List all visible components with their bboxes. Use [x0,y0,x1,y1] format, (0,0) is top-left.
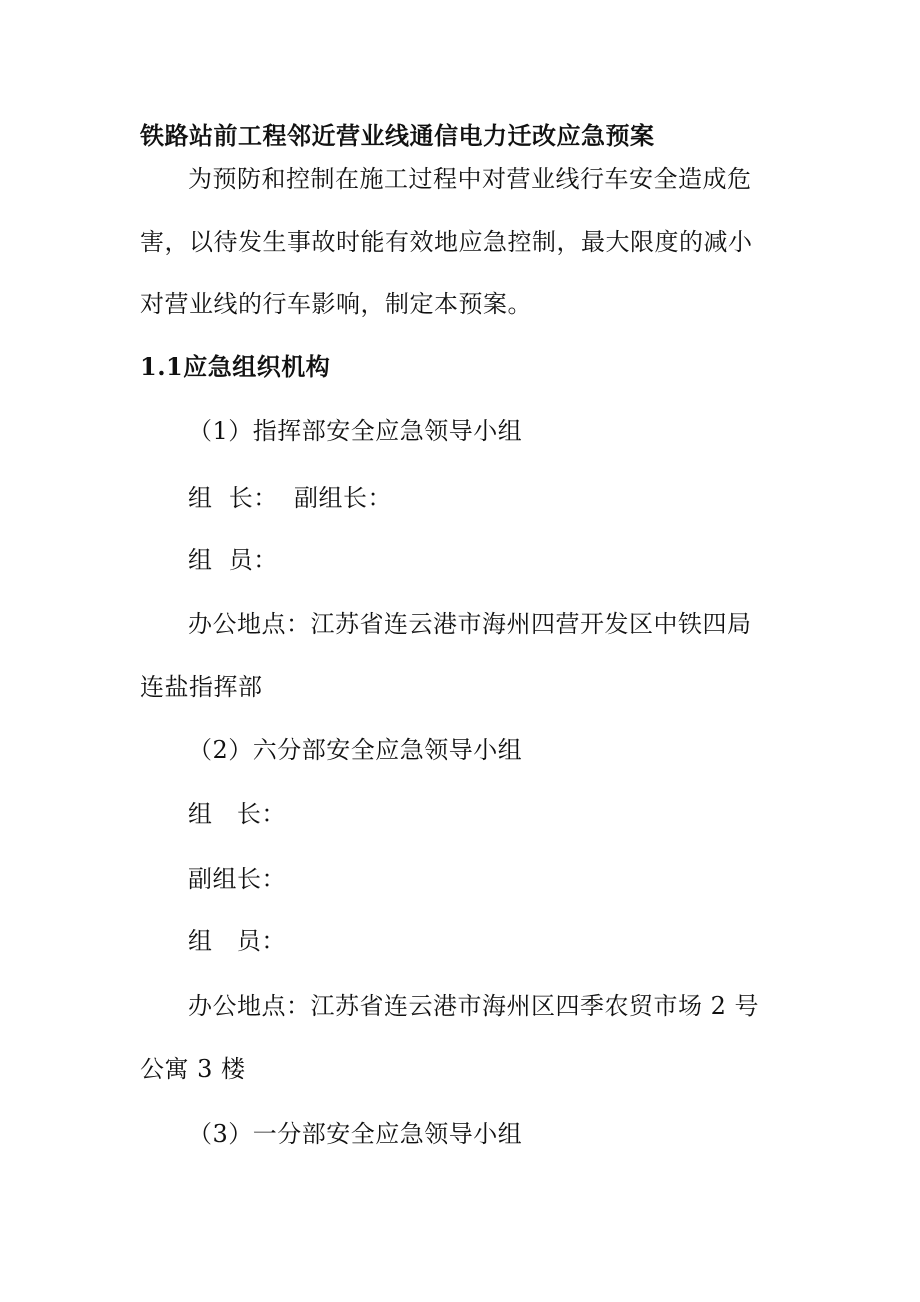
group2-office-line-2: 公寓 3 楼 [140,1055,246,1083]
intro-line-2: 害，以待发生事故时能有效地应急控制，最大限度的减小 [140,228,753,256]
group3-heading: （3）一分部安全应急领导小组 [188,1120,523,1148]
intro-line-1: 为预防和控制在施工过程中对营业线行车安全造成危 [188,165,752,193]
section-heading: 1.1应急组织机构 [140,352,331,381]
group2-member-line: 组 员： [188,927,286,955]
group1-office-line-2: 连盐指挥部 [140,673,263,701]
group2-office-line-1: 办公地点：江苏省连云港市海州区四季农贸市场 2 号 [188,992,760,1020]
group2-deputy-line: 副组长： [188,865,286,893]
group1-leader-line: 组 长： 副组长： [188,484,393,512]
group1-office-line-1: 办公地点：江苏省连云港市海州四营开发区中铁四局 [188,610,752,638]
group1-member-line: 组 员： [188,546,278,574]
document-title: 铁路站前工程邻近营业线通信电力迁改应急预案 [140,121,655,150]
group2-heading: （2）六分部安全应急领导小组 [188,736,523,764]
group2-leader-line: 组 长： [188,800,286,828]
group1-heading: （1）指挥部安全应急领导小组 [188,417,523,445]
intro-line-3: 对营业线的行车影响，制定本预案。 [140,290,532,318]
